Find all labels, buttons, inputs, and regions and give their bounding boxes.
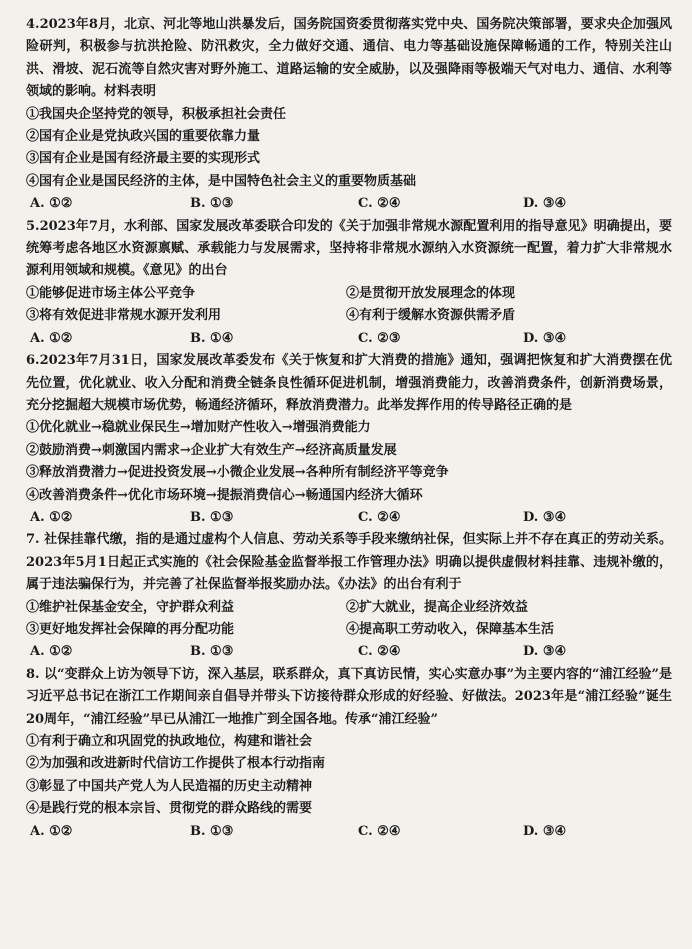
answer-choices bbox=[26, 821, 672, 843]
option-4: ④国有企业是国民经济的主体，是中国特色社会主义的重要物质基础 bbox=[26, 173, 417, 189]
question-stem: 7. 社保挂靠代缴，指的是通过虚构个人信息、劳动关系等手段来缴纳社保，但实际上并不存在真正的劳动关系。2023年5月1日起正式实施的《社会保险基金监督举报工作管理办法》明确以提供虚假材料挂靠、违规补缴的，属于违法骗保行为，并完善了社保监督举报奖励办法。《办法》的出台有利于 bbox=[26, 532, 672, 593]
option-2: ②扩大就业，提高企业经济效益 bbox=[346, 599, 529, 615]
question-8 bbox=[26, 664, 672, 843]
question-stem: 8. 以“变群众上访为领导下访，深入基层，联系群众，真下真访民情，实心实意办事”为主要内容的“浦江经验”是习近平总书记在浙江工作期间亲自倡导并带头下访接待群众形成的好经验、好做法。2023年是“浦江经验”诞生20周年，“浦江经验”早已从浦江一地推广到全国各地。传承“浦江经验” bbox=[26, 666, 673, 727]
option-2: ②鼓励消费→刺激国内需求→企业扩大有效生产→经济高质量发展 bbox=[26, 442, 397, 458]
option-row bbox=[26, 305, 672, 327]
option-row bbox=[26, 283, 672, 305]
answer-a: A. ①② bbox=[30, 644, 73, 660]
option-4: ④改善消费条件→优化市场环境→提振消费信心→畅通国内经济大循环 bbox=[26, 487, 423, 503]
option-4: ④提高职工劳动收入，保障基本生活 bbox=[346, 621, 555, 637]
answer-c: C. ②④ bbox=[358, 644, 401, 660]
answer-choices bbox=[26, 641, 672, 663]
answer-b: B. ①③ bbox=[190, 509, 234, 525]
answer-c: C. ②④ bbox=[358, 509, 401, 525]
question-stem: 6.2023年7月31日，国家发展改革委发布《关于恢复和扩大消费的措施》通知，强调把恢复和扩大消费摆在优先位置，优化就业、收入分配和消费全链条良性循环促进机制，增强消费能力，改善消费条件，创新消费场景，充分挖掘超大规模市场优势，畅通经济循环，释放消费潜力。此举发挥作用的传导路径正确的是 bbox=[26, 353, 672, 413]
option-2: ②国有企业是党执政兴国的重要依靠力量 bbox=[26, 129, 261, 145]
option-1: ①优化就业→稳就业保民生→增加财产性收入→增强消费能力 bbox=[26, 420, 371, 436]
option-2: ②是贯彻开放发展理念的体现 bbox=[346, 285, 516, 301]
question-stem: 4.2023年8月，北京、河北等地山洪暴发后，国务院国资委贯彻落实党中央、国务院决策部署，要求央企加强风险研判，积极参与抗洪抢险、防汛救灾，全力做好交通、通信、电力等基础设施保障畅通的工作，特别关注山洪、滑坡、泥石流等自然灾害对野外施工、道路运输的安全威胁，以及强降雨等极端天气对电力、通信、水利等领域的影响。材料表明 bbox=[26, 17, 672, 100]
option-row bbox=[26, 597, 672, 619]
option-row bbox=[26, 619, 672, 641]
option-4: ④是践行党的根本宗旨、贯彻党的群众路线的需要 bbox=[26, 801, 313, 817]
option-3: ③更好地发挥社会保障的再分配功能 bbox=[26, 621, 235, 637]
answer-b: B. ①③ bbox=[190, 644, 234, 660]
answer-choices bbox=[26, 193, 672, 215]
option-1: ①我国央企坚持党的领导，积极承担社会责任 bbox=[26, 106, 287, 122]
answer-a: A. ①② bbox=[30, 823, 73, 839]
option-3: ③彰显了中国共产党人为人民造福的历史主动精神 bbox=[26, 778, 313, 794]
question-7 bbox=[26, 529, 672, 663]
answer-d: D. ③④ bbox=[523, 823, 567, 839]
answer-c: C. ②③ bbox=[358, 330, 401, 346]
answer-a: A. ①② bbox=[30, 509, 73, 525]
answer-c: C. ②④ bbox=[358, 823, 401, 839]
option-3: ③国有企业是国有经济最主要的实现形式 bbox=[26, 151, 261, 167]
question-4 bbox=[26, 14, 672, 216]
answer-c: C. ②④ bbox=[358, 196, 401, 212]
answer-b: B. ①③ bbox=[190, 823, 234, 839]
option-4: ④有利于缓解水资源供需矛盾 bbox=[346, 308, 516, 324]
question-stem: 5.2023年7月，水利部、国家发展改革委联合印发的《关于加强非常规水源配置利用的指导意见》明确提出，要统筹考虑各地区水资源禀赋、承载能力与发展需求，坚持将非常规水源纳入水资源统一配置，着力扩大非常规水源利用领域和规模。《意见》的出台 bbox=[26, 218, 672, 279]
answer-d: D. ③④ bbox=[523, 644, 567, 660]
answer-b: B. ①③ bbox=[190, 196, 234, 212]
option-3: ③将有效促进非常规水源开发利用 bbox=[26, 308, 222, 324]
option-2: ②为加强和改进新时代信访工作提供了根本行动指南 bbox=[26, 756, 326, 772]
option-1: ①能够促进市场主体公平竞争 bbox=[26, 285, 196, 301]
option-1: ①有利于确立和巩固党的执政地位，构建和谐社会 bbox=[26, 734, 313, 749]
option-3: ③释放消费潜力→促进投资发展→小微企业发展→各种所有制经济平等竞争 bbox=[26, 465, 449, 481]
question-6 bbox=[26, 350, 672, 529]
answer-d: D. ③④ bbox=[523, 196, 567, 212]
answer-a: A. ①② bbox=[30, 330, 73, 346]
answer-d: D. ③④ bbox=[523, 509, 567, 525]
answer-b: B. ①④ bbox=[190, 330, 234, 346]
answer-choices bbox=[26, 507, 672, 529]
answer-choices bbox=[26, 328, 672, 350]
question-5 bbox=[26, 216, 672, 350]
option-1: ①维护社保基金安全，守护群众利益 bbox=[26, 599, 235, 615]
answer-a: A. ①② bbox=[30, 196, 73, 212]
answer-d: D. ③④ bbox=[523, 330, 567, 346]
